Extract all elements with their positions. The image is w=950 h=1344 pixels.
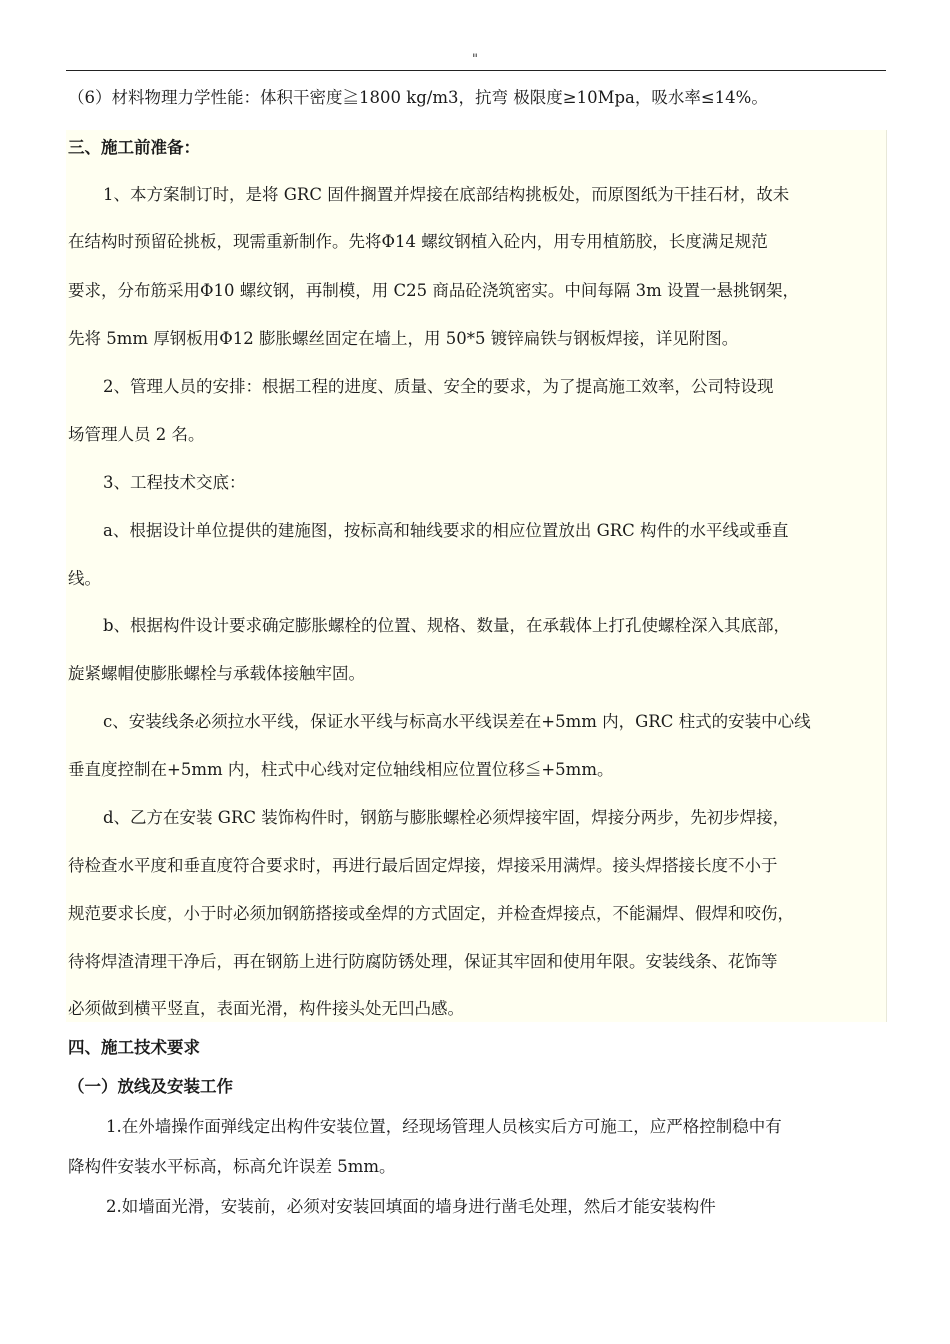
sec3-line-17: 待将焊渣清理干净后，再在钢筋上进行防腐防锈处理，保证其牢固和使用年限。安装线条、花饰等: [68, 952, 778, 971]
sec4-line-1: 1.在外墙操作面弹线定出构件安装位置，经现场管理人员核实后方可施工，应严格控制稳中有: [106, 1117, 782, 1136]
sec3-line-8: a、根据设计单位提供的建施图，按标高和轴线要求的相应位置放出 GRC 构件的水平线或垂直: [103, 521, 789, 540]
sec4-line-2: 降构件安装水平标高，标高允许误差 5mm。: [68, 1157, 396, 1176]
sec3-line-2: 在结构时预留砼挑板，现需重新制作。先将Φ14 螺纹钢植入砼内，用专用植筋胶，长度满足规范: [68, 232, 768, 251]
sec3-line-3: 要求，分布筋采用Φ10 螺纹钢，再制模，用 C25 商品砼浇筑密实。中间每隔 3m 设置一悬挑钢架，: [68, 281, 800, 300]
sec4-line-3: 2.如墙面光滑，安装前，必须对安装回填面的墙身进行凿毛处理，然后才能安装构件: [106, 1197, 716, 1216]
sec3-line-5: 2、管理人员的安排：根据工程的进度、质量、安全的要求，为了提高施工效率，公司特设现: [103, 377, 774, 396]
section-3-heading: 三、施工前准备：: [68, 138, 200, 157]
section-4-subheading: （一）放线及安装工作: [68, 1077, 233, 1096]
sec3-line-11: 旋紧螺帽使膨胀螺栓与承载体接触牢固。: [68, 664, 365, 683]
sec3-line-14: d、乙方在安装 GRC 装饰构件时，钢筋与膨胀螺栓必须焊接牢固，焊接分两步，先初步焊接，: [103, 808, 790, 827]
sec3-line-10: b、根据构件设计要求确定膨胀螺栓的位置、规格、数量，在承载体上打孔使螺栓深入其底部，: [103, 616, 791, 635]
sec3-line-16: 规范要求长度，小于时必须加钢筋搭接或垒焊的方式固定，并检查焊接点，不能漏焊、假焊和咬伤，: [68, 904, 794, 923]
sec3-line-9: 线。: [68, 569, 101, 588]
material-properties-line: （6）材料物理力学性能：体积干密度≧1800 kg/m3，抗弯 极限度≥10Mpa，吸水率≤14%。: [68, 88, 768, 107]
header-rule: [66, 70, 886, 71]
sec3-line-6: 场管理人员 2 名。: [68, 425, 205, 444]
section-4-heading: 四、施工技术要求: [68, 1038, 200, 1057]
sec3-line-13: 垂直度控制在+5mm 内，柱式中心线对定位轴线相应位置位移≦+5mm。: [68, 760, 614, 779]
sec3-line-4: 先将 5mm 厚钢板用Φ12 膨胀螺丝固定在墙上，用 50*5 镀锌扁铁与钢板焊接，详见附图。: [68, 329, 739, 348]
sec3-line-15: 待检查水平度和垂直度符合要求时，再进行最后固定焊接，焊接采用满焊。接头焊搭接长度不小于: [68, 856, 778, 875]
sec3-line-7: 3、工程技术交底：: [103, 473, 246, 492]
sec3-line-12: c、安装线条必须拉水平线，保证水平线与标高水平线误差在+5mm 内，GRC 柱式的安装中心线: [103, 712, 811, 731]
sec3-line-1: 1、本方案制订时，是将 GRC 固件搁置并焊接在底部结构挑板处，而原图纸为干挂石材，故未: [103, 185, 790, 204]
page-header-mark: ": [472, 52, 478, 67]
sec3-line-18: 必须做到横平竖直，表面光滑，构件接头处无凹凸感。: [68, 999, 464, 1018]
